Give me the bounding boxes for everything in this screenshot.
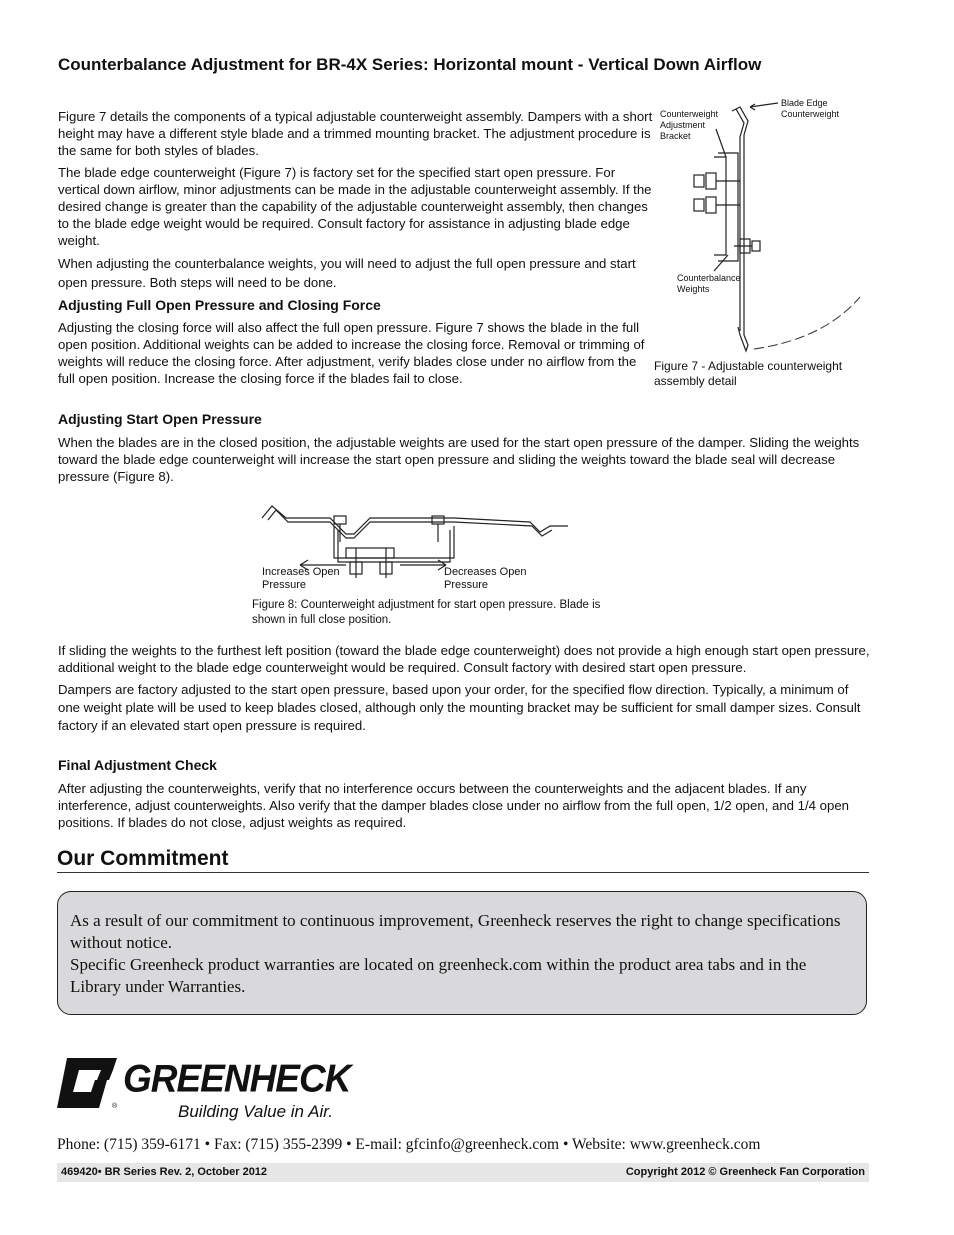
figure-8-caption: Figure 8: Counterweight adjustment for start open pressure. Blade is shown in full close position.	[252, 599, 601, 626]
commitment-title: Our Commitment	[57, 847, 229, 870]
after-fig8-paragraph-1: If sliding the weights to the furthest left position (toward the blade edge counterweight) does not provide a high enough start open pressure, additional weight to the blade edge counterweight would be required. Consult factory with desired start open pressure.	[58, 643, 870, 675]
page-heading: Counterbalance Adjustment for BR-4X Series: Horizontal mount - Vertical Down Airflow	[58, 55, 762, 74]
commitment-box	[57, 891, 867, 1015]
label-decreases-open-pressure: Decreases Open Pressure	[444, 566, 527, 591]
final-check-text: After adjusting the counterweights, verify that no interference occurs between the counterweights and the adjacent blades. If any interference, adjust counterweights. Also verify that the damper blades close under no airflow from the full open, 1/2 open, and 1/4 open positions. If blades do not close, adjust weights as required.	[58, 781, 849, 830]
label-counterbalance-weights: Counterbalance Weights	[677, 273, 741, 294]
full-open-title: Adjusting Full Open Pressure and Closing Force	[58, 297, 381, 313]
label-blade-edge-counterweight: Blade Edge Counterweight	[781, 98, 840, 119]
footer-bar	[57, 1163, 869, 1182]
commitment-line-2: Specific Greenheck product warranties are located on greenheck.com within the product area tabs and in the Library under Warranties.	[70, 955, 807, 996]
intro-paragraph-3: When adjusting the counterbalance weights, you will need to adjust the full open pressure and start open pressure. Both steps will need to be done.	[58, 256, 636, 290]
intro-section	[58, 108, 653, 292]
start-open-title: Adjusting Start Open Pressure	[58, 411, 262, 427]
final-check-section	[58, 780, 873, 831]
label-adjustment-bracket: Counterweight Adjustment Bracket	[660, 109, 719, 141]
start-open-text: When the blades are in the closed position, the adjustable weights are used for the start open pressure of the damper. Sliding the weights toward the blade edge counterweight will increase the start open pressure and sliding the weights toward the blade seal will decrease pressure (Figure 8).	[58, 435, 860, 484]
figure-8	[250, 498, 600, 628]
commitment-divider	[57, 872, 869, 873]
label-increases-open-pressure: Increases Open Pressure	[262, 566, 340, 591]
svg-text:®: ®	[112, 1103, 118, 1110]
after-figure-8-section	[58, 642, 873, 735]
intro-paragraph-1: Figure 7 details the components of a typical adjustable counterweight assembly. Dampers with a short height may have a different style blade and a trimmed mounting bracket. The adjustment procedure is the same for both styles of blades.	[58, 109, 653, 158]
commitment-line-1: As a result of our commitment to continuous improvement, Greenheck reserves the right to change specifications without notice.	[70, 911, 841, 952]
final-check-title: Final Adjustment Check	[58, 757, 217, 773]
contact-line: Phone: (715) 359-6171 • Fax: (715) 355-2399 • E-mail: gfcinfo@greenheck.com • Website: www.greenheck.com	[57, 1136, 761, 1153]
after-fig8-paragraph-2: Dampers are factory adjusted to the start open pressure, based upon your order, for the specified flow direction. Typically, a minimum of one weight plate will be used to keep blades closed, although only the mounting bracket may be sufficient for small damper sizes. Consult factory if an elevated start open pressure is required.	[58, 682, 861, 733]
start-open-section	[58, 434, 873, 485]
document-revision: 469420• BR Series Rev. 2, October 2012	[61, 1166, 268, 1178]
intro-paragraph-2: The blade edge counterweight (Figure 7) is factory set for the specified start open pressure. For vertical down airflow, minor adjustments can be made in the adjustable counterweight assembly. If the desired change is greater than the capability of the adjustable counterweight assembly, then changes to the blade edge weight would be required. Consult factory for assistance in adjusting blade edge weight.	[58, 165, 652, 248]
copyright-notice: Copyright 2012 © Greenheck Fan Corporation	[625, 1166, 865, 1178]
full-open-text: Adjusting the closing force will also affect the full open pressure. Figure 7 shows the blade in the full open position. Additional weights can be added to increase the closing force. Removal or trimming of weights will reduce the closing force. After adjustment, verify blades close under no airflow from the full open position. Increase the closing force if the blades fail to close.	[58, 320, 645, 386]
logo-tagline: Building Value in Air.	[178, 1102, 333, 1121]
figure-7	[654, 95, 869, 395]
greenheck-logo-mark	[57, 1056, 119, 1110]
logo-wordmark: GREENHECK	[123, 1056, 351, 1100]
full-open-section	[58, 319, 648, 387]
figure-7-caption: Figure 7 - Adjustable counterweight assembly detail	[654, 359, 843, 388]
